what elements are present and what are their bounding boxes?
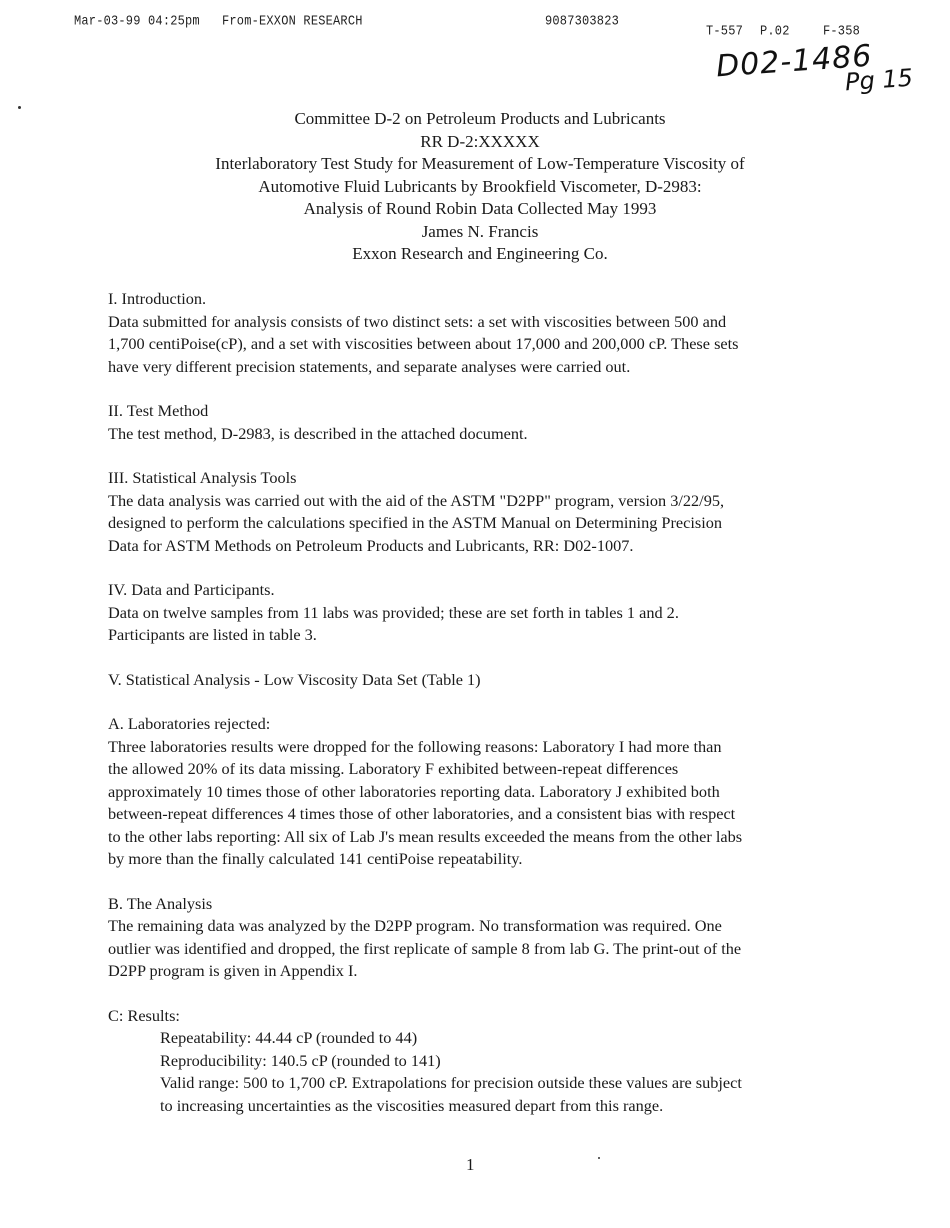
paragraph-line: Data on twelve samples from 11 labs was provided; these are set forth in tables 1 and 2. <box>108 602 679 622</box>
paragraph-line: the allowed 20% of its data missing. Laboratory F exhibited between-repeat differences <box>108 759 679 778</box>
paragraph-line: Data for ASTM Methods on Petroleum Products and Lubricants, RR: D02-1007. <box>108 535 634 555</box>
author-name: James N. Francis <box>421 221 539 241</box>
section-statistical-tools <box>108 467 908 557</box>
paragraph-line: to the other labs reporting: All six of Lab J's mean results exceeded the means from the other labs <box>108 826 743 846</box>
result-valid-range: Valid range: 500 to 1,700 cP. Extrapolations for precision outside these values are subject <box>160 1073 742 1092</box>
fax-page: P.02 <box>760 22 790 40</box>
section-statistical-analysis <box>108 669 908 692</box>
result-valid-range-cont: to increasing uncertainties as the viscosities measured depart from this range. <box>160 1095 664 1115</box>
result-reproducibility: Reproducibility: 140.5 cP (rounded to 141) <box>160 1050 441 1070</box>
paragraph-line: Data submitted for analysis consists of two distinct sets: a set with viscosities between 500 and <box>108 311 727 331</box>
study-subtitle: Analysis of Round Robin Data Collected May 1993 <box>303 199 657 218</box>
section-heading: III. Statistical Analysis Tools <box>108 468 297 487</box>
handwritten-doc-id: D02-1486 <box>714 38 874 85</box>
paragraph-line: 1,700 centiPoise(cP), and a set with viscosities between about 17,000 and 200,000 cP. These sets <box>108 334 739 353</box>
results-list <box>160 1027 908 1117</box>
fax-phone-number: 9087303823 <box>545 12 620 30</box>
paragraph-line: by more than the finally calculated 141 centiPoise repeatability. <box>108 849 523 868</box>
section-the-analysis <box>108 893 908 983</box>
page-number: 1 <box>466 1155 475 1174</box>
fax-t-code: T-557 <box>706 22 744 40</box>
paragraph-line: D2PP program is given in Appendix I. <box>108 961 358 980</box>
section-heading: A. Laboratories rejected: <box>108 714 271 733</box>
title-block <box>0 108 950 266</box>
section-data-participants <box>108 579 908 647</box>
document-body <box>108 288 908 1139</box>
paragraph-line: The remaining data was analyzed by the D2PP program. No transformation was required. One <box>108 916 722 935</box>
paragraph-line: have very different precision statements, and separate analyses were carried out. <box>108 356 631 376</box>
author-affiliation: Exxon Research and Engineering Co. <box>352 244 608 263</box>
section-test-method <box>108 400 908 445</box>
fax-f-code: F-358 <box>823 22 861 40</box>
paragraph-line: Participants are listed in table 3. <box>108 625 317 644</box>
paragraph-line: outlier was identified and dropped, the first replicate of sample 8 from lab G. The print-out of the <box>108 938 742 958</box>
fax-sender: From-EXXON RESEARCH <box>222 12 363 30</box>
section-results <box>108 1005 908 1118</box>
paragraph-line: The test method, D-2983, is described in the attached document. <box>108 423 528 443</box>
paragraph-line: approximately 10 times those of other laboratories reporting data. Laboratory J exhibited both <box>108 781 720 801</box>
handwritten-page-note: Pg 15 <box>844 63 914 97</box>
study-title-line-1: Interlaboratory Test Study for Measurement of Low-Temperature Viscosity of <box>215 154 745 173</box>
scan-speck <box>598 1157 600 1159</box>
fax-date-time: Mar-03-99 04:25pm <box>74 12 200 30</box>
section-heading: II. Test Method <box>108 401 209 420</box>
paragraph-line: Three laboratories results were dropped for the following reasons: Laboratory I had more than <box>108 736 722 756</box>
section-heading: IV. Data and Participants. <box>108 580 275 599</box>
section-heading: C: Results: <box>108 1005 180 1025</box>
paragraph-line: between-repeat differences 4 times those of other laboratories, and a consistent bias with respect <box>108 804 736 823</box>
paragraph-line: designed to perform the calculations specified in the ASTM Manual on Determining Precision <box>108 513 723 532</box>
result-repeatability: Repeatability: 44.44 cP (rounded to 44) <box>160 1028 418 1047</box>
report-number: RR D-2:XXXXX <box>420 131 540 151</box>
section-introduction <box>108 288 908 378</box>
section-heading: I. Introduction. <box>108 289 207 308</box>
section-labs-rejected <box>108 713 908 871</box>
section-heading: V. Statistical Analysis - Low Viscosity Data Set (Table 1) <box>108 669 481 689</box>
section-heading: B. The Analysis <box>108 893 213 913</box>
committee-line: Committee D-2 on Petroleum Products and Lubricants <box>294 109 666 128</box>
paragraph-line: The data analysis was carried out with the aid of the ASTM "D2PP" program, version 3/22/95, <box>108 490 725 510</box>
study-title-line-2: Automotive Fluid Lubricants by Brookfield Viscometer, D-2983: <box>258 176 702 196</box>
